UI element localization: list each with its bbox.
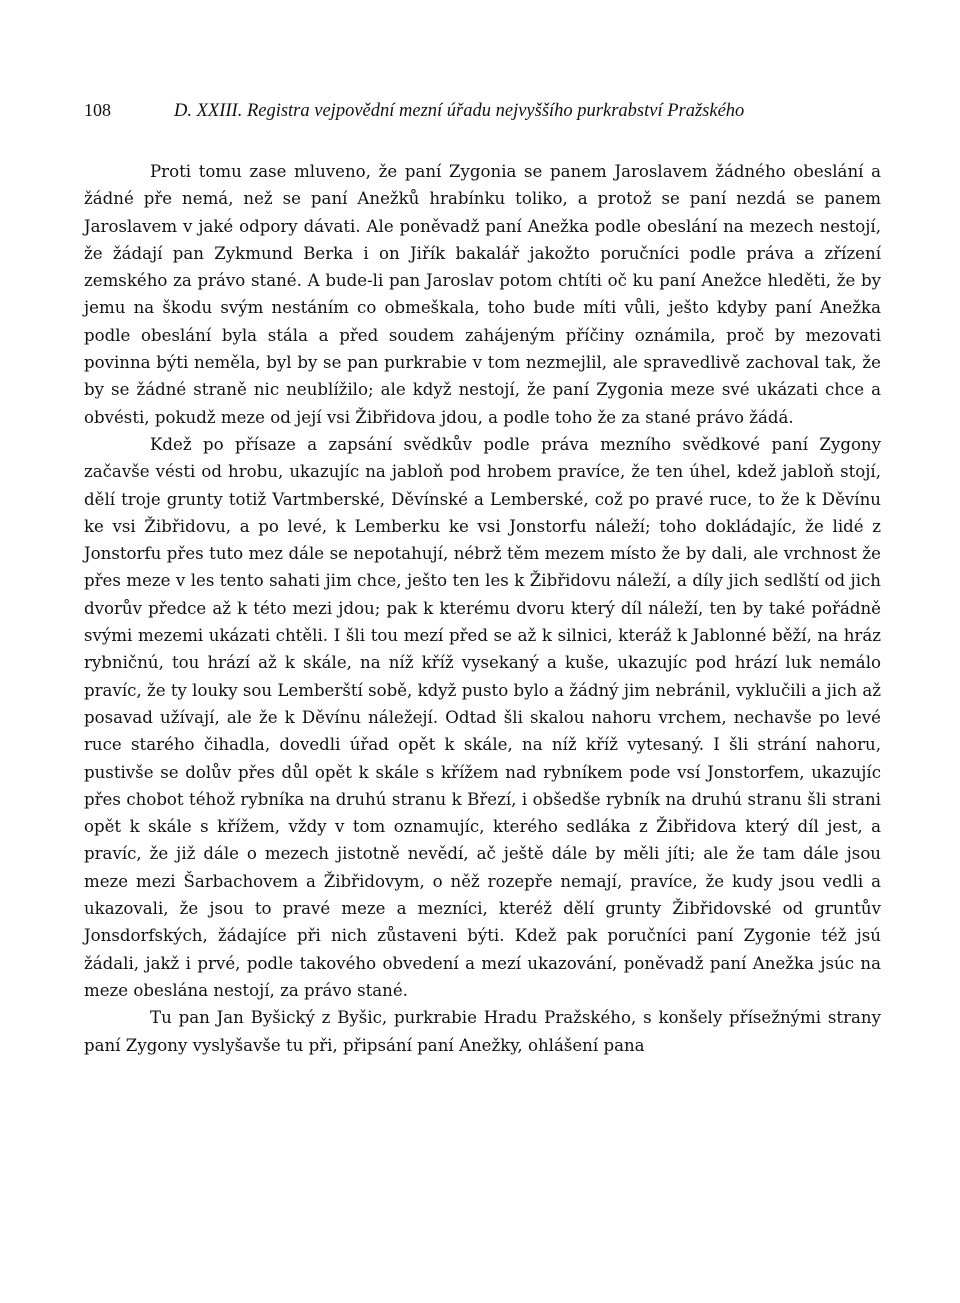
page-number: 108 — [84, 100, 111, 120]
document-page — [84, 100, 881, 1059]
running-title: D. XXIII. Registra vejpovědní mezní úřadu nejvyššího purkrabství Pražského — [174, 101, 745, 121]
body-text — [84, 158, 881, 1059]
paragraph: Proti tomu zase mluveno, že paní Zygonia se panem Jaroslavem žádného obeslání a žádné pře nemá, než se paní Anežků hrabínku toliko, a protož se paní nezdá se panem Jaroslavem v jaké odpory dávati. Ale poněvadž paní Anežka podle obeslání na mezech nestojí, že žádají pan Zykmund Berka i on Jiřík bakalář jakožto poručníci podle práva a zřízení zemského za právo stané. A bude-li pan Jaroslav potom chtíti oč ku paní Anežce hleděti, že by jemu na škodu svým nestáním co obmeškala, toho bude míti vůli, ješto kdyby paní Anežka podle obeslání byla stála a před soudem zahájeným příčiny oznámila, proč by mezovati povinna býti neměla, byl by se pan purkrabie v tom nezmejlil, ale spravedlivě zachoval tak, že by se žádné straně nic neublížilo; ale když nestojí, že paní Zygonia meze své ukázati chce a obvésti, pokudž meze od její vsi Žibřidova jdou, a podle toho že za stané právo žádá. — [84, 162, 881, 427]
paragraph: Kdež po přísaze a zapsání svědkův podle práva mezního svědkové paní Zygony začavše vésti od hrobu, ukazujíc na jabloň pod hrobem pravíce, že ten úhel, kdež jabloň stojí, dělí troje grunty totiž Vartmberské, Děvínské a Lemberské, což po pravé ruce, to že k Děvínu ke vsi Žibřidovu, a po levé, k Lemberku ke vsi Jonstorfu náleží; toho dokládajíc, že lidé z Jonstorfu přes tuto mez dále se nepotahují, nébrž těm mezem místo že by dali, ale vrchnost že přes meze v les tento sahati jim chce, ješto ten les k Žibřidovu náleží, a díly jich sedlští od jich dvorův předce až k této mezi jdou; pak k kterému dvoru který díl náleží, ten by také pořádně svými mezemi ukázati chtěli. I šli tou mezí před se až k silnici, kteráž k Jablonné běží, na hráz rybničnú, tou hrází až k skále, na níž kříž vysekaný a kuše, ukazujíc pod hrází luk nemálo pravíc, že ty louky sou Lemberští sobě, když pusto bylo a žádný jim nebránil, vyklučili a jich až posavad užívají, ale že k Děvínu náležejí. Odtad šli skalou nahoru vrchem, nechavše po levé ruce starého čihadla, dovedli úřad opět k skále, na níž kříž vytesaný. I šli strání nahoru, pustivše se dolův přes důl opět k skále s křížem nad rybníkem pode vsí Jonstorfem, ukazujíc přes chobot téhož rybníka na druhú stranu k Březí, i obšedše rybník na druhú stranu šli strani opět k skále s křížem, vždy v tom oznamujíc, kterého sedláka z Žibřidova který díl jest, a pravíc, že již dále o mezech jistotně nevědí, ač ještě dále by měli jíti; ale že tam dále jsou meze mezi Šarbachovem a Žibřidovym, o něž rozepře nemají, pravíce, že kudy jsou vedli a ukazovali, že jsou to pravé meze a mezníci, kteréž dělí grunty Žibřidovské od gruntův Jonsdorfských, žádajíce při nich zůstaveni býti. Kdež pak poručníci paní Zygonie též jsú žádali, jakž i prvé, podle takového obvedení a mezí ukazování, poněvadž paní Anežka jsúc na meze obeslána nestojí, za právo stané. — [84, 434, 881, 1000]
running-head — [84, 100, 881, 130]
paragraph: Tu pan Jan Byšický z Byšic, purkrabie Hradu Pražského, s konšely přísežnými strany paní Zygony vyslyšavše tu při, připsání paní Anežky, ohlášení pana — [84, 1008, 881, 1055]
